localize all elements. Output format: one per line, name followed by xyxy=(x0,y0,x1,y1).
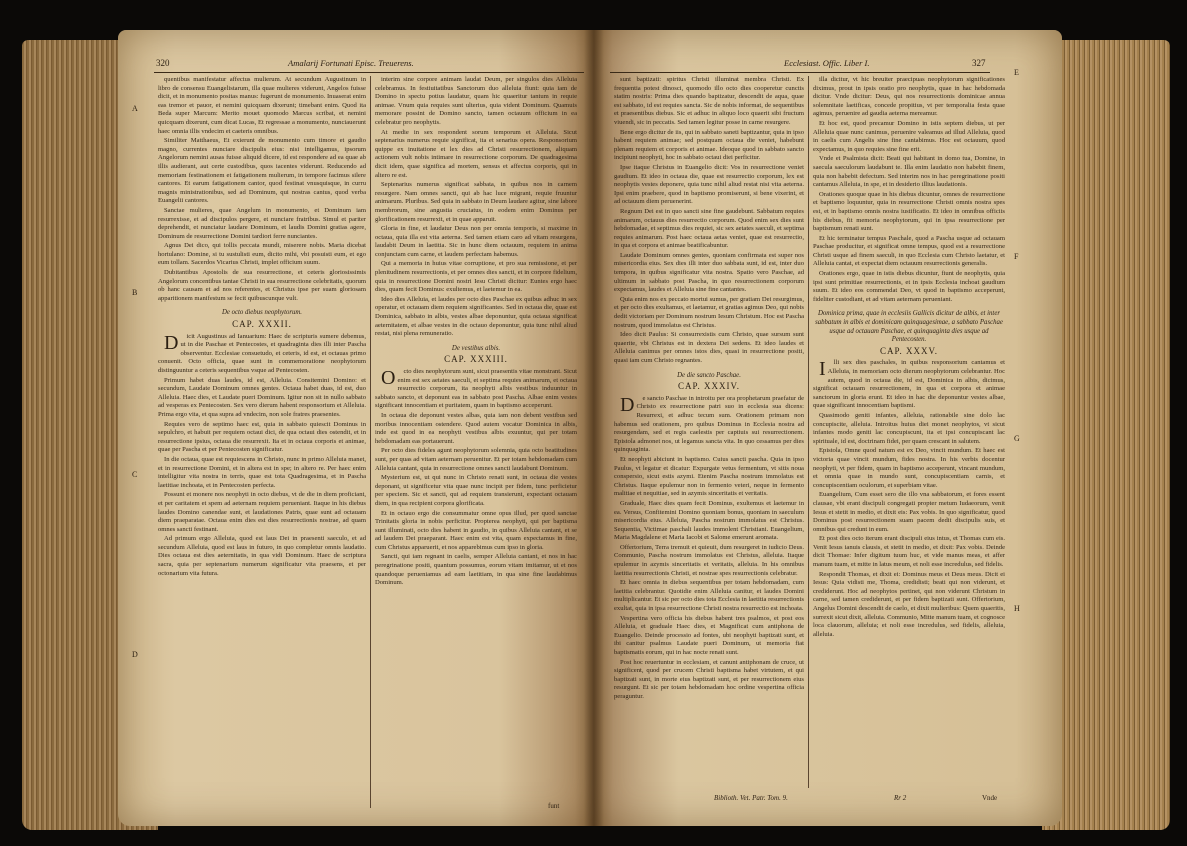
chapter-heading: CAP. XXXIII. xyxy=(444,354,508,365)
paragraph: Et in octauo ergo die consummatur omne opus illud, per quod sanctae Trinitatis gloria in nobis perficitur. Propterea neophyti, qui per baptisma sunt illuminati, octo dies habent in gaudio, in quibus Alleluia cantant, et se ad laudem Dei praeparant. Haec enim est vita, quam expectamus in fine, cum Christus apparuerit, et nos apparebimus cum ipso in gloria. xyxy=(375,509,577,551)
paragraph: Illi sex dies paschales, in quibus responsorium cantamus et Alleluia, in memoriam octo dierum neophytorum celebrantur. Hoc autem, quod in octaua die, id est, Dominica in albis, dicimus, significat octauam resurrectionem, in qua et corpora et animae sanctorum in gloria erunt. Et ideo in hac die deponuntur vestes albae, quae significant innocentiam baptismi. xyxy=(813,358,1005,410)
paragraph: Et hic terminatur tempus Paschale, quod a Pascha usque ad octauam Paschae producitur, et significat omne tempus, quod est a resurrectione Christi usque ad finem saeculi, in quo Ecclesia cum Christo laetatur, et Alleluia cantat, et expectat diem octauum resurrectionis generalis. xyxy=(813,234,1005,268)
paragraph: Octo dies neophytorum sunt, sicut praesentis vitae monstrant. Sicut enim est sex aetates saeculi, et septima requies animarum, et octaua resurrectio corporum, ita neophyti albis vestibus induuntur in sabbato sancto, et deponunt eas in sabbato post Pascha. Albae enim vestes significant innocentiam et puritatem, quam in baptismo acceperunt. xyxy=(375,367,577,410)
paragraph: Primum habet duas laudes, id est, Alleluia. Consitemini Domino: et secundum, Laudate Dominum omnes gentes. Octaua habet duas, id est, duo Alleluia. Haec dies, et Laudate pueri Dominum. Igitur non sit in nullo sabbato ad vesperas ex Pentecosten. Sex vero dierum habent responsorium et Alleluia. Prima ergo vita, et qua supra ad vndecim, non sole fratres praesentes. xyxy=(158,376,366,418)
margin-letter-b: B xyxy=(132,288,138,297)
paragraph: Agnus Dei dico, qui tollis peccata mundi, miserere nobis. Maria dicebat hortulano: Domine, si tu sustulisti eum, dicito mihi, vbi posuisti eum, et ego eum tollam. Sacerdos Vicarius Christi, implet officium suum. xyxy=(158,242,366,267)
paragraph: Vespertina vero officia his diebus habent tres psalmos, et post eos Alleluia, et graduale Haec dies, et Magnificat cum antiphona de Euangelio. Deinde processio ad fontes, ubi neophyti baptizati sunt, et ibi canitur psalmus Laudate pueri Dominum, ut memoria fiat baptismatis eorum, qui in hac nocte renati sunt. xyxy=(614,614,804,656)
chapter-heading: CAP. XXXIV. xyxy=(677,381,741,392)
paragraph: Similiter Matthaeus, Et exierunt de monumento cum timore et gaudio magno, currentes nunciare discipulis eius: nisi intelligamus, ipsorum Angelorum nemini ausas fuisse aliquid dicere, id est respondere ad ea quae ab illis audierant, aut certe custodibus, quos iacentes viderunt. Reducendo ad memoriam festinationem et fatigationem mulierum, in tempore facimus silere cantores. Et earum fatigationem cantor, quod festinat vnusquisque, in curru magnis ministrationibus, sed ad Dominum, qui nostras cantus, quod verba Euangelii cantores. xyxy=(158,137,366,205)
section-subtitle: De die sancto Paschae. xyxy=(677,371,741,379)
right-page xyxy=(594,30,1062,826)
section-subtitle: De vestibus albis. xyxy=(451,344,501,352)
paragraph: At medie in sex respondent sorum temporum et Alleluia. Sicut septenarius numerus requie significat, ita et senarius opera. Responsorium quippe ex inuitatione et lex dies ad Christi resurrectionem, aliquam actionem vult nobis intimare in resurrectione corporum. De quadragesima dicit idem, quae significa ad mortem, sensus et affectus corporis, qui in altero re est. xyxy=(375,128,577,179)
paragraph: Laudate Dominum omnes gentes, quoniam confirmata est super nos misericordia eius. Sex dies illi inter duo sabbata sunt, id est, inter duo tempora, in quibus significatur vita nostra. Spatio vero Paschae, ad ultimum in sabbato post Pascha, in quo resurrectionem corporum expectamus, laudes et Alleluia sine fine cantantes. xyxy=(614,251,804,294)
paragraph: Vnde et Psalmista dicit: Beati qui habitant in domo tua, Domine, in saecula saeculorum laudabunt te. Illa enim laudatio non habebit finem, quia non habebit defectum. Sed interim nos in hac peregrinatione positi cantamus Alleluia, in spe, et in desiderio illius laudationis. xyxy=(813,155,1005,189)
chapter-heading: CAP. XXXII. xyxy=(232,319,292,330)
paragraph: Sanctae mulieres, quae Angelum in monumento, et Dominum iam resurrexisse, et ad discipulos pergere, et nunciare fratribus. Simul et pariter deprehendit, et nunciatur laudare Dominum, et laudis Domini gratias agere, Dominum de resurrectione Domini tardiori ferre nunciantes. xyxy=(158,206,366,240)
margin-letter-h: H xyxy=(1014,604,1020,613)
paragraph: Orationes ergo, quae in istis diebus dicuntur, fiunt de neophytis, quia ipsi sunt primitiae resurrectionis, et in ipsis Ecclesia inchoat gaudium suum. Et ideo eos commendat Deo, vt quod in baptismo acceperunt, fideliter custodiant, et ad vitam aeternam perueniant. xyxy=(813,270,1005,303)
paragraph: Et neophyti abiciunt in baptismo. Cuius sancti pascha. Quia in ipso Paulus, vt legatur et dicatur: Expurgate vetus fermentum, vt sitis noua conspersio, sicut estis azymi. Etenim Pascha nostrum immolatus est Christus. Itaque epulemur non in fermento veteri, neque in fermento malitiae et nequitiae, sed in azymis sinceritatis et veritatis. xyxy=(614,455,804,498)
book-gutter xyxy=(584,30,604,826)
left-column-1 xyxy=(158,76,366,812)
right-head-rule xyxy=(610,72,990,73)
paragraph: Et post dies octo iterum erant discipuli eius intus, et Thomas cum eis. Venit Iesus ianuis clausis, et stetit in medio, et dixit: Pax vobis. Deinde dicit Thomae: Infer digitum tuum huc, et vide manus meas, et affer manum tuam, et mitte in latus meum, et noli esse incredulus, sed fidelis. xyxy=(813,535,1005,569)
paragraph: Et haec omnia in diebus sequentibus per totam hebdomadam, cum laetitia celebrantur. Quotidie enim Alleluia canitur, et laudes Domini multiplicantur. Et sic per octo dies tota Ecclesia in laetitia resurrectionis exultat, quia in ipsa resurrectione Christi nostra resurrectio est inchoata. xyxy=(614,579,804,613)
column-rule xyxy=(370,76,371,808)
section-subtitle: Dominica prima, quae in ecclesiis Gallicis dicitur de albis, et inter sabbatum in albis et dominicam quinquagesimae, a sabbato Paschae usque ad octauam Paschae, et quinquaginta dies usque ad Pentecosten. xyxy=(815,310,1003,344)
margin-letter-g: G xyxy=(1014,434,1020,443)
paragraph: interim sine corpore animam laudat Deum, per singulos dies Alleluia celebramus. In festiuitatibus Sanctorum duo alleluia fiunt: quia iam de Domino in spectu potius laudatur, quam hic quaeritur tantum in requie animae. Vnum quia requies sunt ulterius, quia vident Dominum. Quamuis memorare possint de Domino sancto, tamen octauum officium in ea celebratur pro neophytis. xyxy=(375,76,577,126)
paragraph: Per octo dies fideles agunt neophytorum solemnia, quia octo beatitudines sunt, per quas ad vitam aeternam peruenitur. Et per totam hebdomadam cum Alleluia cantant, quia in resurrectione omnes sancti laudabunt Dominum. xyxy=(375,447,577,472)
paragraph: Gloria in fine, et laudatur Deus non per omnia temporis, si maxime in octaua, quia illa est vita aeterna. Sed tamen etiam caro ad vitam resurgens, laudabit Deum in laetitia. Sic in hunc diem octauum, requiem in anima conjunctam cum carne, et laudem perfectam habemus. xyxy=(375,225,577,258)
paragraph: Bene ergo dicitur de iis, qui in sabbato saneti baptizantur, quia in ipso habent requiem animae; sed postquam octaua die veniet, habebunt plenam requiem et corporis et animae. Ideoque quod in sabbato sancto incipiunt neophyti, hoc in sabbato octaui diei perficitur. xyxy=(614,128,804,162)
right-catchword: Vnde xyxy=(982,794,998,802)
left-page-number: 320 xyxy=(156,58,170,68)
right-page-number: 327 xyxy=(972,58,986,68)
paragraph: Respondit Thomas, et dixit ei: Dominus meus et Deus meus. Dicit ei Iesus: Quia vidisti me, Thoma, credidisti; beati qui non viderunt, et crediderunt. Hoc ad neophytos pertinet, qui non viderunt Christum in carne, sed tamen crediderunt, et per fidem baptizati sunt. Offertorium, Angelus Domini descendit de caelo, et dixit mulieribus: Quem quaeritis, surrexit sicut dixit, alleluia. Communio, Mitte manum tuam, et cognosce loca clauorum, alleluia; et noli esse incredulus, sed fidelis, alleluia, alleluia. xyxy=(813,570,1005,638)
paragraph: Possunt et monere nos neophyti in octo diebus, vt de die in diem proficiant, et per caritatem et spem ad aeternam requiem perueniant. Itaque in his diebus laudes Domino canendae sunt, et laudationes Patris, quae sunt ad octauam diem praeparatae. Octaua enim dies est dies resurrectionis nostrae, ad quam omnes sancti festinant. xyxy=(158,491,366,533)
paragraph: Graduale, Haec dies quam fecit Dominus, exultemus et laetemur in ea. Versus, Confitemini Domino quoniam bonus, quoniam in saeculum misericordia eius. Alleluia, Pascha nostrum immolatus est Christus. Sequentia, Victimae paschali laudes immolent Christiani. Euangelium, Maria Magdalene et Maria Iacobi et Salome emerunt aromata. xyxy=(614,499,804,542)
column-rule xyxy=(808,76,809,788)
paragraph: illa dicitur, vt hic breuiter praecipuas neophytorum significationes diximus, prout in ipsis oratio pro neophytis, quae in hac hebdomada dicitur. Vnde dicitur: Deus, qui nos resurrectionis dominicae annua solemnitate laetificas, concede propitius, vt per temporalia festa quae agimus, peruenire ad gaudia aeterna mereamur. xyxy=(813,76,1005,118)
chapter-heading: CAP. XXXV. xyxy=(879,345,939,356)
paragraph: Post hoc reuertuntur in ecclesiam, et canunt antiphonam de cruce, ut significent, quod per crucem Christi baptisma habet virtutem, et qui baptizati sunt, in morte eius baptizati sunt, et per resurrectionem eius resurgunt. Et sic per totam hebdomadam hoc ordine vespertina officia peraguntur. xyxy=(614,658,804,700)
left-column-2 xyxy=(375,76,577,796)
paragraph: Ideo dies Alleluia, et laudes per octo dies Paschae ex quibus adhuc in sex operatur, et octauam diem requiem significantes. Sed in octaua die, quae est Dominica, sabbato in albis, vestes albae deponuntur, quia octaua significat aeternitatem, et albae vestes in die octauo deponuntur, quia tunc nihil aliud restat, nisi plena remuneratio. xyxy=(375,295,577,338)
signature-line: Biblioth. Vet. Patr. Tom. 9. xyxy=(714,794,788,802)
left-page xyxy=(118,30,594,826)
paragraph: Quasimodo geniti infantes, alleluia, rationabile sine dolo lac concupiscite, alleluia. Introitus huius diei monet neophytos, vt sicut infantes modo geniti lac concupiscunt, ita et ipsi concupiscant lac spirituale, id est, doctrinam fidei, per quam crescant in salutem. xyxy=(813,411,1005,445)
paragraph: Qui a memoria in huius vitae corruptione, et pro sua remissione, et per plenitudinem resurrectionis, et per omnes dies sancti, et in corpore fidelium, quia in resurrectione Domini nostri Iesu Christi dicitur: Euntes ergo haec dies, quam fecit Dominus: exultemus, et laetemur in ea. xyxy=(375,260,577,294)
section-subtitle: De octo diebus neophytorum. xyxy=(221,309,303,317)
margin-letter-c: C xyxy=(132,470,138,479)
paragraph: Ipse itaque Christus in Euangelio dicit: Vos in resurrectione veniet gaudium. Et ideo in octaua die, quae est resurrectio corporum, lex est neophytis vestes deponere, quia tunc nihil aliud restat nisi vita aeterna. Ipsi enim praebere, quod in baptismo promiserunt, si bene vixerint, et ad octauum diem peruenerint. xyxy=(614,163,804,206)
paragraph: Ad primum ergo Alleluia, quod est laus Dei in praesenti saeculo, et ad secundum Alleluia, quod est laus in futuro, in quo completur omnis laudatio. Dies octaua est dies aeternitatis, in qua vidi Dominum. Haec de scriptura sacra, quia per septenarium numerum significatur vita praesens, et per octonarium vita futura. xyxy=(158,535,366,577)
margin-letter-d: D xyxy=(132,650,138,659)
margin-letter-a: A xyxy=(132,104,138,113)
left-head-rule xyxy=(154,72,584,73)
paragraph: Septenarius numerus significat sabbata, in quibus nos in carnem resurgere. Nam omnes sancti, qui ab hac luce migrant, requie fruuntur animarum. Pluribus. Sed quia in sabbato in Deum laudare agitur, sine labore membrorum, sine angustia cruciatus, in eodem enim Dominus per glorificationem resurrexit, et in quae apparuit. xyxy=(375,181,577,223)
paragraph: De sancto Paschae in introitu per ora prophetarum praefatur de Christo ex resurrectione patri suo in ecclesia sua dicens: Resurrexi, et adhuc tecum sum. Orationem primam non habemus sed orationem, pro quibus Dominus in Ecclesia nostra ad resurgendam, sed et regis caelestis per captiuis sui resurrectionem. Epistola admonet nos, ut legamus sancta vita. In quo cessamus per dies quinquaginta. xyxy=(614,393,804,454)
paragraph: Quia enim nos ex peccato mortui sumus, per gratiam Dei resurgimus, et per octo dies exultamus, et laetamur, et gratias agimus Deo, qui nobis dedit victoriam per Dominum nostrum Iesum Christum. Hoc est Pascha nostrum, quod immolatus est Christus. xyxy=(614,295,804,329)
paragraph: Dicit Augustinus ad Ianuarium: Haec de scripturis sumere debemus, ut in die Paschae et Pentecostes, et quadraginta dies illi inter Pascha observentur. Ecclesiae consuetudo, et ceteris, id est, et octauas primo conuenit. Octo officia, quae sunt in commemoratione neophytorum distinguuntur a ceteris sequentibus vsque ad Pentecosten. xyxy=(158,331,366,374)
paragraph: sunt baptizati: spiritus Christi illuminat membra Christi. Ex frequentia potest dinosci, quomodo illo octo dies cooperetur cunctis statim nostris: Prima dies quando baptizatur, descendit de aqua, quae est sabbato, id est requies sancta. Sic de nobis informat, de sequentibus et praesentibus diebus. Sic et adhuc in aliquo loco quaerit sibi fructum viuendi, sic in peccatis. Sed tamen legitur posse in carne resurgere. xyxy=(614,76,804,126)
margin-letter-f: F xyxy=(1014,252,1019,261)
right-running-head: Ecclesiast. Offic. Liber I. xyxy=(784,58,870,68)
right-column-1 xyxy=(614,76,804,788)
margin-letter-e: E xyxy=(1014,68,1019,77)
paragraph: Regnum Dei est in quo sancti sine fine gaudebunt. Sabbatum requies animarum, octauus dies resurrectio corporum. Quod enim sex dies sunt hebdomadae, et septimus dies requiei, sic sex aetates saeculi, et septima requies animarum. Post haec octaua aetas veniet, quae est resurrectio, in qua et corpora et animae beatificabuntur. xyxy=(614,207,804,250)
left-running-head: Amalarij Fortunati Episc. Treuerens. xyxy=(288,58,414,68)
paragraph: In octaua die deponunt vestes albas, quia iam non debent vestibus sed moribus innocentiam ostendere. Quod autem vocatur Dominica in albis, inde est quod in ea neophyti vestibus albis exuuntur, qui per totam hebdomadam eas portauerunt. xyxy=(375,411,577,445)
paragraph: Offertorium, Terra tremuit et quieuit, dum resurgeret in iudicio Deus. Communio, Pascha nostrum immolatus est Christus, alleluia. Itaque epulemur in azymis sinceritatis et veritatis, alleluia. In his omnibus laetitia resurrectionis Christi, et nostrae spes resurrectionis celebratur. xyxy=(614,543,804,577)
paragraph: Sancti, qui iam regnant in caelis, semper Alleluia cantant, et nos in hac peregrinatione positi, quantum possumus, eorum vitam imitamur, ut et nos quandoque perueniamus ad eam laetitiam, in qua sine fine laudabimus Dominum. xyxy=(375,553,577,587)
signature-mark: Rr 2 xyxy=(894,794,907,802)
right-column-2 xyxy=(813,76,1005,788)
paragraph: Requies vero de septimo haec est, quia in sabbato quiescit Dominus in sepulchro, et habuit per requiem octaui dici, de qua octaui dies ostendit, et in resurrectione ipsius, octaua die resurrexit. Ita et in octaua corporis et animae, quae per Pascha et per Pentecosten significatur. xyxy=(158,420,366,454)
paragraph: In die octaua, quae est requiescens in Christo, nunc in primo Alleluia manet, et in resurrectione Domini, et in altera est in spe; in altero re. Per haec enim intelligitur vita nostra in terris, quae est tota Quadragesima, et in Pascha laetitiae inchoata, et in Pentecosten perfecta. xyxy=(158,455,366,489)
paragraph: Orationes quoque quae in his diebus dicuntur, omnes de resurrectione et baptismo loquuntur, quia in resurrectione Christi omnis nostra spes est, et in baptismo omnis nostra iustificatio. Et ideo in omnibus officiis his diebus, fit memoria neophytorum, qui in ipsa resurrectione per baptismum renati sunt. xyxy=(813,190,1005,233)
paragraph: quentibus manifestatur affectus mulierum. At secundum Augustinum in libro de consensu Euangelistarum, illa quae mulieres viderunt, Angelos fuisse dicit, et in monumento positas manus: fugerunt de monumento. Inuaserat enim eas tremor et pauor, et nemini quicquam dixerunt; timebant enim. Quod ita Beda super Marcum: Merito mouet quomodo Marcus scribat, et nemini quicquam dixerunt, cum dicat Lucas, Et regressae a monumento, nunciauerunt haec omnia illis vndecim et caeteris omnibus. xyxy=(158,76,366,135)
paragraph: Euangelium, Cum esset sero die illo vna sabbatorum, et fores essent clausae, vbi erant discipuli congregati propter metum Iudaeorum, venit Iesus et stetit in medio, et dixit eis: Pax vobis. In quo significatur, quod Dominus post resurrectionem suam pacem dedit discipulis suis, et omnibus qui credunt in eum. xyxy=(813,491,1005,533)
paragraph: Dubitantibus Apostolis de sua resurrectione, et ceteris gloriosissimis Angelorum concentibus tantae Christi in sua resurrectione celebritatis, quorum ob hanc causam et ad nos referentes, et Christus ipse per suam gloriosam apparitionem manifestum se fecit quibuscunque vult. xyxy=(158,269,366,302)
paragraph: Ideo dicit Paulus: Si consurrexistis cum Christo, quae sursum sunt quaerite, vbi Christus est in dextera Dei sedens. Et ideo laudes et Alleluia canimus per omnes istos dies, quasi in resurrectione positi, quasi iam cum Christo regnantes. xyxy=(614,331,804,364)
left-catchword: funt xyxy=(548,802,560,810)
paragraph: Et hoc est, quod precamur Domino in istis septem diebus, ut per Alleluia quae nunc canimus, peruenire valeamus ad illud Alleluia, quod in caelis cum Angelis sine fine cantabimus. Hoc est octauum, quod expectamus, in quo requies sine fine erit. xyxy=(813,119,1005,153)
paragraph: Mysterium est, ut qui nunc in Christo renati sunt, in octaua die vestes deponant, ut significetur vita quae nunc incipit per fidem, tunc perficietur per speciem. Sic et sancti, qui ad requiem transierunt, expectant octauam diem, in qua recipient corpora glorificata. xyxy=(375,474,577,507)
paragraph: Epistola, Omne quod natum est ex Deo, vincit mundum. Et haec est victoria quae vincit mundum, fides nostra. In his verbis docentur neophyti, vt per fidem, quam in baptismo acceperunt, vincant mundum, et omnia quae in mundo sunt, concupiscentiam carnis, et concupiscentiam oculorum, et superbiam vitae. xyxy=(813,447,1005,489)
